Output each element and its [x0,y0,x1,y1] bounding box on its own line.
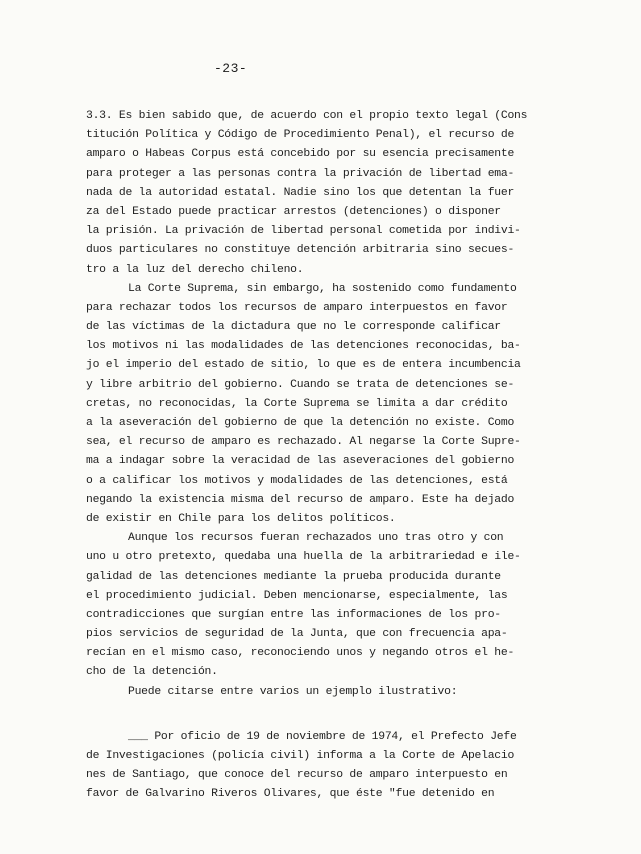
text-line: a la aseveración del gobierno de que la detención no existe. Como [86,417,515,429]
text-line: nes de Santiago, que conoce del recurso de amparo interpuesto en [86,769,508,782]
text-line: tro a la luz del derecho chileno. [86,263,304,276]
text-line: la prisión. La privación de libertad personal cometida por indivi- [86,225,521,238]
text-line: favor de Galvarino Riveros Olivares, que éste "fue detenido en [86,788,495,801]
text-line: duos particulares no constituye detención arbitraria sino secues- [86,244,515,257]
text-line: amparo o Habeas Corpus está concebido por su esencia precisamente [86,148,515,161]
text-line: titución Política y Código de Procedimiento Penal), el recurso de [86,129,515,142]
text-line: uno u otro pretexto, quedaba una huella de la arbitrariedad e ile- [86,551,521,564]
text-line: el procedimiento judicial. Deben mencionarse, especialmente, las [86,589,508,602]
text-line: recían en el mismo caso, reconociendo unos y negando otros el he- [86,647,515,660]
text-line: sea, el recurso de amparo es rechazado. Al negarse la Corte Supre- [86,436,521,449]
text-line: za del Estado puede practicar arrestos (detenciones) o disponer [86,205,501,218]
text-line: 3.3. Es bien sabido que, de acuerdo con el propio texto legal (Cons [86,110,528,122]
text-line: cho de la detención. [86,666,218,679]
text-line: y libre arbitrio del gobierno. Cuando se trata de detenciones se- [86,378,515,391]
text-line: La Corte Suprema, sin embargo, ha sostenido como fundamento [128,282,517,295]
text-line: para proteger a las personas contra la privación de libertad ema- [86,167,515,180]
text-line: ___ Por oficio de 19 de noviembre de 1974, el Prefecto Jefe [128,730,517,743]
text-line: de existir en Chile para los delitos políticos. [86,512,396,525]
text-line: pios servicios de seguridad de la Junta, que con frecuencia apa- [86,628,508,641]
body-text [86,107,591,805]
text-line: cretas, no reconocidas, la Corte Suprema se limita a dar crédito [86,397,508,410]
page-number: -23- [214,61,248,76]
text-line: nada de la autoridad estatal. Nadie sino los que detentan la fuer [86,186,515,199]
text-line: de las víctimas de la dictadura que no le corresponde calificar [86,321,501,334]
text-line: negando la existencia misma del recurso de amparo. Este ha dejado [86,493,515,506]
text-line: ma a indagar sobre la veracidad de las aseveraciones del gobierno [86,455,515,468]
text-line: Puede citarse entre varios un ejemplo ilustrativo: [128,685,458,698]
text-line: de Investigaciones (policía civil) informa a la Corte de Apelacio [86,750,515,762]
text-line: galidad de las detenciones mediante la prueba producida durante [86,570,501,583]
text-line: o a calificar los motivos y modalidades de las detenciones, está [86,474,508,487]
text-line: para rechazar todos los recursos de amparo interpuestos en favor [86,301,508,314]
text-line: jo el imperio del estado de sitio, lo que es de entera incumbencia [86,359,521,372]
paragraph-gap [86,702,591,728]
text-line: contradicciones que surgían entre las informaciones de los pro- [86,608,501,621]
text-line: los motivos ni las modalidades de las detenciones reconocidas, ba- [86,340,521,353]
text-line: Aunque los recursos fueran rechazados uno tras otro y con [128,532,504,545]
